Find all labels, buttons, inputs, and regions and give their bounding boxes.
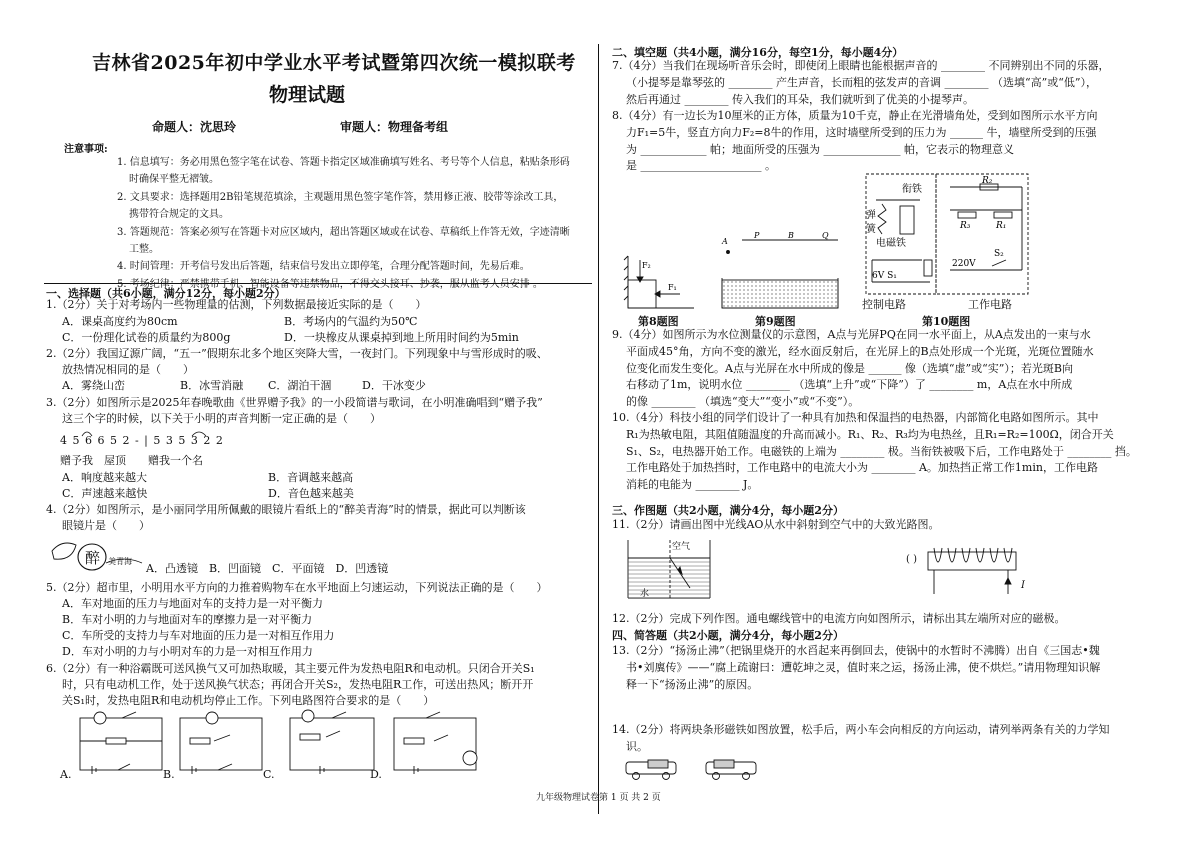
note-line: 4. 时间管理：开考信号发出后答题，结束信号发出立即停笔，合理分配答题时间，先易后难。 bbox=[117, 261, 530, 273]
svg-text:6V S₁: 6V S₁ bbox=[872, 271, 897, 281]
q6-label-a: A. bbox=[60, 768, 72, 781]
svg-text:R₃: R₃ bbox=[960, 221, 971, 231]
svg-text:F₂: F₂ bbox=[642, 261, 651, 270]
svg-text:F₁: F₁ bbox=[668, 283, 677, 292]
fig10-circuit bbox=[862, 170, 1042, 300]
q1-option-a: A．课桌高度约为80cm bbox=[62, 315, 178, 328]
svg-text:P: P bbox=[754, 231, 760, 240]
section-divider bbox=[44, 283, 592, 284]
page-footer: 九年级物理试卷第 1 页 共 2 页 bbox=[536, 793, 661, 803]
fig9-water-level bbox=[718, 228, 842, 314]
svg-text:( ): ( ) bbox=[906, 554, 917, 565]
q6-label-b: B. bbox=[163, 768, 175, 781]
q4-stem-cont: 眼镜片是（ ） bbox=[62, 519, 150, 532]
note-line: 5. 考场纪律：严禁携带手机、智能设备等违禁物品，不得交头接耳、抄袭，服从监考人员安排 。 bbox=[117, 278, 543, 290]
exam-title: 吉林省2025年初中学业水平考试暨第四次统一模拟联考 bbox=[92, 52, 576, 74]
q12-stem: 12.（2分）完成下列作图。通电螺线管中的电流方向如图所示，请标出其左端所对应的磁极。 bbox=[612, 612, 1066, 625]
q6-stem-cont: 时，只有电动机工作，处于送风换气状态；再闭合开关S₂，发热电阻R工作，可送出热风；断开开 bbox=[62, 678, 534, 691]
q14-line: 14.（2分）将两块条形磁铁如图放置，松手后，两小车会向相反的方向运动，请列举两条有关的力学知 bbox=[612, 723, 1110, 736]
q14-line: 识。 bbox=[626, 739, 648, 753]
q11-stem: 11.（2分）请画出图中光线AO从水中斜射到空气中的大致光路图。 bbox=[612, 518, 940, 531]
section4-heading: 四、简答题（共2小题，满分4分，每小题2分） bbox=[612, 629, 844, 642]
note-line: 3. 答题规范：答案必须写在答题卡对应区域内，超出答题区域或在试卷、草稿纸上作答无效，字迹清晰 bbox=[117, 226, 570, 238]
q13-block bbox=[612, 643, 1192, 693]
q9-line: 右移动了1m，说明水位 ________ （选填“上升”或“下降”）了 ________ m，A点在水中所成 bbox=[626, 378, 1073, 392]
q1-stem: 1.（2分）关于对考场内一些物理量的估测，下列数据最接近实际的是（ ） bbox=[46, 298, 427, 311]
q10-line: 10.（4分）科技小组的同学们设计了一种具有加热和保温挡的电热器，内部简化电路如图所示。其中 bbox=[612, 411, 1099, 424]
q14-block bbox=[612, 722, 1192, 756]
note-line: 携带符合规定的文具。 bbox=[129, 209, 229, 221]
exam-subtitle: 物理试题 bbox=[269, 84, 346, 106]
column-divider bbox=[598, 44, 599, 814]
right-column bbox=[600, 0, 1200, 848]
q12-current-label: I bbox=[1021, 580, 1025, 591]
q8-line: 8.（4分）有一边长为10厘米的正方体，质量为10千克，静止在光滑墙角处，受到如图所示水平方向 bbox=[612, 109, 1098, 122]
svg-text:S₂: S₂ bbox=[994, 249, 1004, 259]
fig10-caption: 第10题图 bbox=[922, 315, 971, 328]
q3-stem-cont: 这三个字的时候，以下关于小明的声音判断一定正确的是（ ） bbox=[62, 412, 381, 425]
q3-option-a: A．响度越来越大 bbox=[62, 471, 147, 484]
q3-stem: 3.（2分）如图所示是2025年春晚歌曲《世界赠予我》的一小段简谱与歌词，在小明准确唱到“赠予我” bbox=[46, 396, 543, 409]
q6-label-d: D. bbox=[370, 768, 382, 781]
q2-option-a: A．雾绕山峦 bbox=[62, 379, 125, 392]
q12-solenoid-figure bbox=[904, 544, 1024, 596]
svg-text:A: A bbox=[722, 237, 728, 246]
q2-stem: 2.（2分）我国辽源广阔，“五一”假期东北多个地区突降大雪，一夜封门。下列现象中与雪形成时的吸、 bbox=[46, 347, 548, 360]
section2-heading: 二、填空题（共4小题，满分16分，每空1分，每小题4分） bbox=[612, 46, 904, 59]
q9-block bbox=[612, 327, 1192, 411]
q8-block bbox=[612, 108, 1192, 175]
q3-option-c: C．声速越来越快 bbox=[62, 487, 148, 500]
q3-score-beams bbox=[60, 426, 220, 438]
q4-stem: 4.（2分）如图所示，是小丽同学用所佩戴的眼镜片看纸上的“醉美青海”时的情景，据此可以判断该 bbox=[46, 503, 526, 516]
q2-option-c: C．湖泊干涸 bbox=[268, 379, 332, 392]
note-line: 时确保平整无褶皱。 bbox=[129, 174, 219, 186]
q6-stem: 6.（2分）有一种浴霸既可送风换气又可加热取暖，其主要元件为发热电阻R和电动机。只闭合开关S₁ bbox=[46, 662, 535, 675]
q4-lens-glyph: 醉 bbox=[85, 549, 101, 567]
q2-option-d: D．干冰变少 bbox=[362, 379, 426, 392]
svg-text:R₂: R₂ bbox=[982, 176, 993, 186]
q10-line: 工作电路处于加热挡时，工作电路中的电流大小为 ________ A。加热挡正常工作1min，工作电路 bbox=[626, 461, 1098, 475]
svg-text:R₁: R₁ bbox=[996, 221, 1007, 231]
svg-text:簧: 簧 bbox=[866, 224, 876, 235]
q7-line: 7.（4分）当我们在现场听音乐会时，即使闭上眼睛也能根据声音的 ________ 不同辨别出不同的乐器， bbox=[612, 59, 1110, 72]
q9-line: 9.（4分）如图所示为水位测量仪的示意图，A点与光屏PQ在同一水平面上，从A点发出的一束与水 bbox=[612, 328, 1091, 341]
q7-line: （小提琴是靠琴弦的 ________ 产生声音，长而粗的弦发声的音调 ________ （选填“高”或“低”）， bbox=[626, 75, 1097, 89]
q9-line: 的像 ________ （填选“变大”“变小”或“不变”）。 bbox=[626, 395, 860, 409]
reviewer-line: 审题人：物理备考组 bbox=[340, 120, 449, 134]
q8-line: 为 ____________ 帕；地面所受的压强为 ______________ 帕，它表示的物理意义 bbox=[626, 142, 1014, 156]
svg-text:Q: Q bbox=[822, 231, 829, 240]
q2-option-b: B．冰雪消融 bbox=[180, 379, 244, 392]
q10-line: R₁为热敏电阻，其阻值随温度的升高而减小。R₁、R₂、R₃均为电热丝，且R₁=R₂=100Ω，闭合开关 bbox=[626, 427, 1114, 441]
svg-text:B: B bbox=[788, 231, 794, 240]
q6-circuit-figures bbox=[62, 706, 492, 784]
q10-line: S₁、S₂，电热器开始工作。电磁铁的上端为 ________ 极。当衔铁被吸下后，工作电路处于 ________ 挡。 bbox=[626, 444, 1137, 458]
author-line: 命题人：沈思玲 bbox=[152, 120, 237, 134]
svg-text:电磁铁: 电磁铁 bbox=[876, 238, 906, 249]
q9-line: 平面成45°角，方向不变的激光，经水面反射后，在光屏上的B点处形成一个光斑，光斑位置随水 bbox=[626, 344, 1094, 358]
fig8-caption: 第8题图 bbox=[638, 315, 679, 328]
notes-list bbox=[117, 154, 597, 293]
q10-line: 消耗的电能为 ________ J。 bbox=[626, 478, 759, 492]
q3-option-d: D．音色越来越美 bbox=[268, 487, 354, 500]
q8-line: 力F₁=5牛，竖直方向力F₂=8牛的作用，这时墙壁所受到的压力为 ______ 牛，墙壁所受到的压强 bbox=[626, 125, 1097, 139]
q7-block bbox=[612, 58, 1192, 108]
q7-line: 然后再通过 ________ 传入我们的耳朵，我们就听到了优美的小提琴声。 bbox=[626, 92, 974, 106]
svg-text:弹: 弹 bbox=[866, 210, 876, 221]
q5-option-d: D．车对小明的力与小明对车的力是一对相互作用力 bbox=[62, 645, 313, 658]
q13-line: 13.（2分）“扬汤止沸”（把锅里烧开的水舀起来再倒回去，使锅中的水暂时不沸腾）出自《三国志•魏 bbox=[612, 644, 1100, 657]
q11-refraction-figure bbox=[624, 536, 714, 600]
q9-line: 位变化而发生变化。A点与光屏在水中所成的像是 ______ 像（选填“虚”或“实”）；若光斑B向 bbox=[626, 361, 1074, 375]
q8-line: 是 ______________________ 。 bbox=[626, 159, 776, 173]
q6-label-c: C. bbox=[263, 768, 275, 781]
fig10-control-label: 控制电路 bbox=[862, 298, 906, 311]
section3-heading: 三、作图题（共2小题，满分4分，每小题2分） bbox=[612, 504, 844, 517]
q2-stem-cont: 放热情况相同的是（ ） bbox=[62, 363, 194, 376]
q5-stem: 5.（2分）超市里，小明用水平方向的力推着购物车在水平地面上匀速运动，下列说法正确的是（ ） bbox=[46, 581, 548, 594]
svg-text:衔铁: 衔铁 bbox=[902, 184, 922, 195]
note-line: 1. 信息填写：务必用黑色签字笔在试卷、答题卡指定区域准确填写姓名、考号等个人信息，粘贴条形码 bbox=[117, 157, 570, 168]
q11-water-label: 水 bbox=[640, 589, 650, 599]
q3-lyric: 赠予我 屋顶 赠我一个名 bbox=[60, 454, 203, 467]
q5-option-c: C．车所受的支持力与车对地面的压力是一对相互作用力 bbox=[62, 629, 335, 642]
notes-heading: 注意事项: bbox=[64, 144, 108, 155]
q3-option-b: B．音调越来越高 bbox=[268, 471, 354, 484]
section1-heading: 一、选择题（共6小题，满分12分，每小题2分） bbox=[46, 287, 286, 300]
q1-option-d: D．一块橡皮从课桌掉到地上所用时间约为5min bbox=[284, 331, 519, 344]
q4-paper-text: 美青海 bbox=[108, 557, 132, 566]
q4-options: A．凸透镜 B．凹面镜 C．平面镜 D．凹透镜 bbox=[146, 562, 389, 575]
q11-air-label: 空气 bbox=[672, 542, 691, 552]
fig10-work-label: 工作电路 bbox=[968, 298, 1012, 311]
q5-option-a: A．车对地面的压力与地面对车的支持力是一对平衡力 bbox=[62, 597, 323, 610]
q6-stem-cont2: 关S₁时，发热电阻R和电动机均停止工作。下列电路图符合要求的是（ ） bbox=[62, 694, 435, 707]
fig8-wall-block bbox=[622, 252, 702, 312]
q3-score-notes: 4 5 6 6 5 2 - | 5 3 5 3 2 2 bbox=[60, 434, 224, 447]
q5-option-b: B．车对小明的力与地面对车的摩擦力是一对平衡力 bbox=[62, 613, 313, 626]
q1-option-c: C．一份理化试卷的质量约为800g bbox=[62, 331, 231, 344]
svg-text:220V: 220V bbox=[952, 259, 976, 269]
note-line: 工整。 bbox=[129, 244, 159, 256]
q10-block bbox=[612, 410, 1192, 494]
fig9-caption: 第9题图 bbox=[755, 315, 796, 328]
q13-line: 书•刘廙传》——“腐上疏谢曰：遭乾坤之灵，值时来之运，扬汤止沸，使不烘烂。”请用物理知识解 bbox=[626, 660, 1101, 674]
q14-magnet-cars-figure bbox=[622, 756, 772, 784]
q1-option-b: B．考场内的气温约为50℃ bbox=[284, 315, 418, 328]
q13-line: 释一下“扬汤止沸”的原因。 bbox=[626, 677, 759, 691]
note-line: 2. 文具要求：选择题用2B铅笔规范填涂，主观题用黑色签字笔作答，禁用修正液、胶带等涂改工具， bbox=[117, 191, 564, 203]
